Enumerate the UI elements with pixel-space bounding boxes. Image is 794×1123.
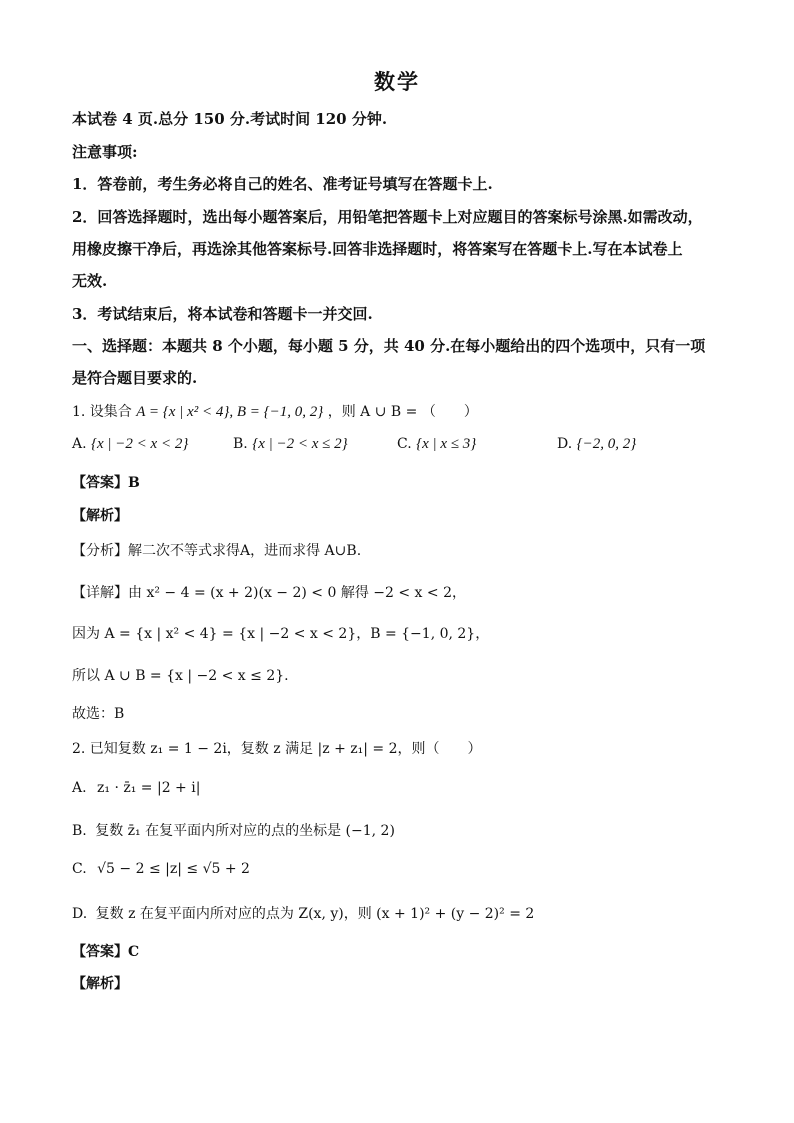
q2-option-c	[72, 861, 250, 877]
q1-option-a	[72, 436, 188, 453]
option-label: D.	[557, 436, 573, 452]
q1-option-c	[397, 436, 476, 453]
option-label: A.	[72, 780, 87, 796]
option-label: C.	[72, 861, 87, 877]
option-label: B.	[72, 823, 87, 839]
q1-suffix: ，则 A ∪ B = （ ）	[327, 404, 478, 420]
q1-option-d	[557, 436, 636, 453]
notice-item-3: 3．考试结束后，将本试卷和答题卡一并交回.	[72, 305, 373, 323]
q2-option-a	[72, 780, 200, 796]
option-text: √5 − 2 ≤ |z| ≤ √5 + 2	[97, 861, 250, 877]
option-label: B.	[233, 436, 248, 452]
notice-item-2: 2．回答选择题时，选出每小题答案后，用铅笔把答题卡上对应题目的答案标号涂黑.如需改动，	[72, 208, 703, 226]
q1-answer: 【答案】B	[72, 475, 140, 491]
q1-therefore: 所以 A ∪ B = {x | −2 < x ≤ 2}.	[72, 668, 289, 684]
option-text: z₁ · z̄₁ = |2 + i|	[97, 780, 201, 796]
option-label: C.	[397, 436, 412, 452]
notice-item-1: 1．答卷前，考生务必将自己的姓名、准考证号填写在答题卡上.	[72, 175, 493, 193]
q1-choice: 故选：B	[72, 706, 125, 722]
q2-option-d	[72, 903, 534, 923]
q2-analysis-heading: 【解析】	[72, 976, 128, 992]
q1-stem	[72, 401, 478, 421]
q2-stem: 2. 已知复数 z₁ = 1 − 2i，复数 z 满足 |z + z₁| = 2，则（ ）	[72, 741, 482, 757]
option-text: 复数 z 在复平面内所对应的点为 Z(x, y)，则 (x + 1)² + (y − 2)² = 2	[95, 906, 535, 922]
notice-item-2-cont: 用橡皮擦干净后，再选涂其他答案标号.回答非选择题时，将答案写在答题卡上.写在本试卷上	[72, 240, 683, 258]
option-label: D.	[72, 906, 88, 922]
q1-detail: 【详解】由 x² − 4 = (x + 2)(x − 2) < 0 解得 −2 < x < 2，	[72, 585, 466, 601]
q2-option-b	[72, 820, 395, 840]
q1-analysis-heading: 【解析】	[72, 508, 128, 524]
section1-heading-cont: 是符合题目要求的.	[72, 369, 198, 387]
q1-option-b	[233, 436, 348, 453]
option-math: {x | −2 < x ≤ 2}	[252, 436, 348, 452]
exam-info-line: 本试卷 4 页.总分 150 分.考试时间 120 分钟.	[72, 110, 388, 128]
section1-heading: 一、选择题：本题共 8 个小题，每小题 5 分，共 40 分.在每小题给出的四个选项中，只有一项	[72, 337, 706, 355]
option-math: {−2, 0, 2}	[576, 436, 637, 452]
q1-prefix: 1. 设集合	[72, 404, 132, 420]
option-label: A.	[72, 436, 87, 452]
q2-answer: 【答案】C	[72, 944, 140, 960]
notice-heading: 注意事项:	[72, 143, 138, 161]
q1-fenxi: 【分析】解二次不等式求得A，进而求得 A∪B.	[72, 543, 362, 559]
q1-sets: A = {x | x² < 4}, B = {−1, 0, 2}	[136, 404, 324, 420]
page-title: 数学	[374, 69, 420, 94]
q1-because: 因为 A = {x | x² < 4} = {x | −2 < x < 2}，B = {−1, 0, 2}，	[72, 626, 490, 642]
option-math: {x | −2 < x < 2}	[91, 436, 189, 452]
notice-item-2-end: 无效.	[72, 272, 108, 290]
option-text: 复数 z̄₁ 在复平面内所对应的点的坐标是 (−1, 2)	[95, 823, 395, 839]
option-math: {x | x ≤ 3}	[416, 436, 477, 452]
